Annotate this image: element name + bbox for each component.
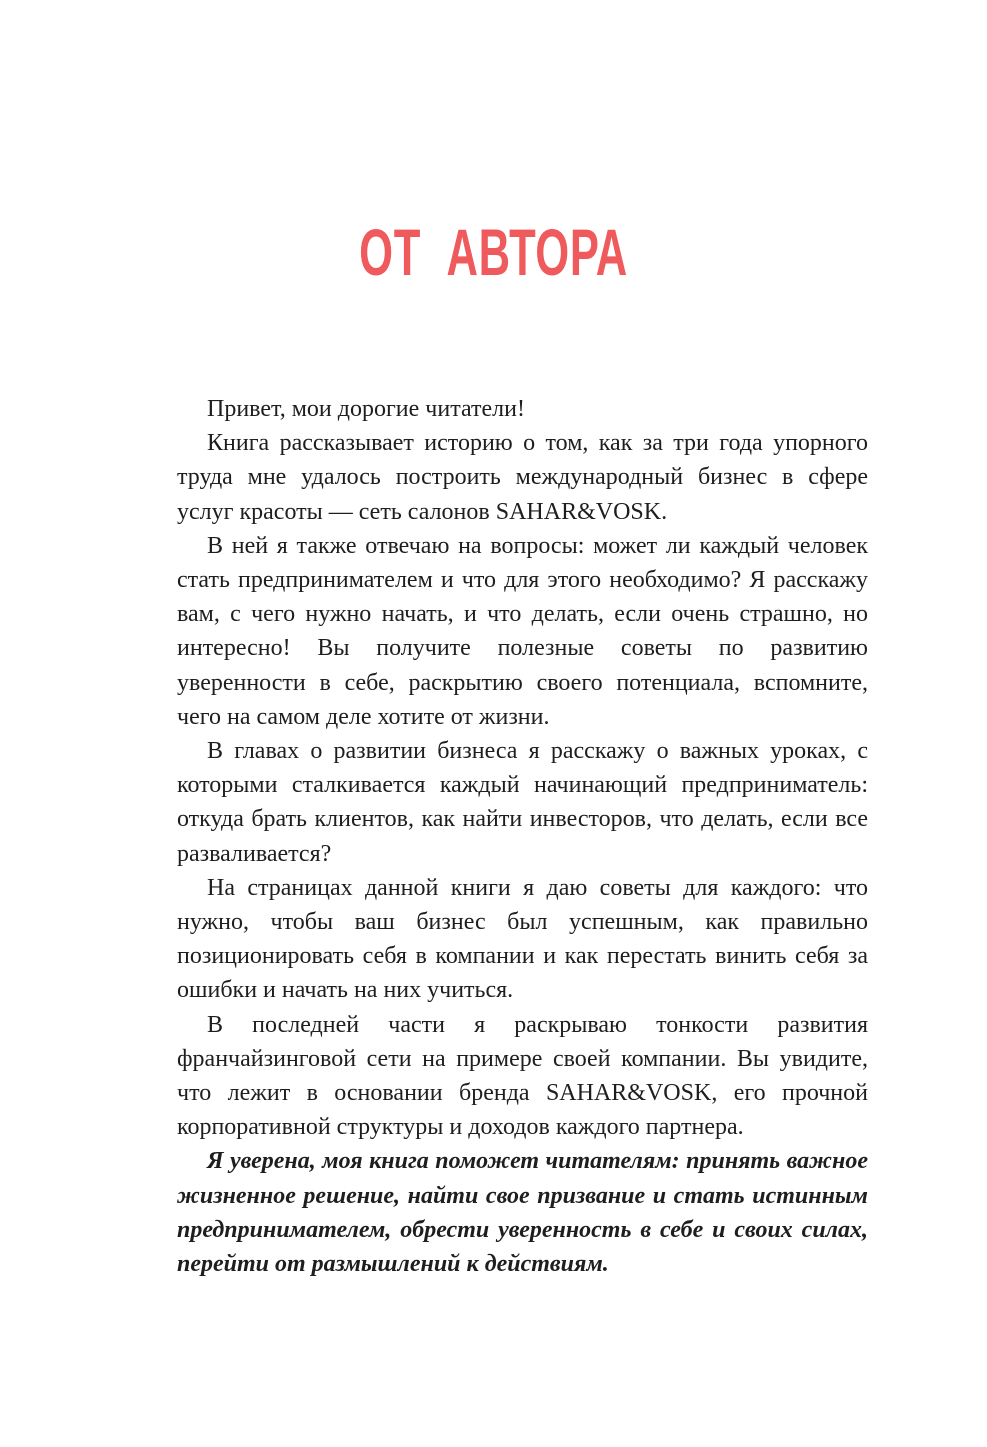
paragraph-business-lessons: В главах о развитии бизнеса я расскажу о важных уроках, с которыми сталкивается каждый начинающий предприниматель: откуда брать клиентов, как найти инвесторов, что делать, если все разваливается? [177,738,868,867]
paragraph-franchise: В последней части я раскрываю тонкости развития франчайзинговой сети на примере своей компании. Вы увидите, что лежит в основании бренда SAHAR&VOSK, его прочной корпоративной структуры и доходов каждого партнера. [177,1011,868,1141]
chapter-body [177,392,868,1281]
paragraph-entrepreneurship-questions: В ней я также отвечаю на вопросы: может ли каждый человек стать предпринимателем и что для этого необходимо? Я расскажу вам, с чего нужно начать, и что делать, если очень страшно, но интересно! Вы получите полезные советы по развитию уверенности в себе, раскрытию своего потенциала, вспомните, чего на самом деле хотите от жизни. [177,532,868,730]
chapter-title: ОТ АВТОРА [359,215,628,289]
paragraph-book-story: Книга рассказывает историю о том, как за три года упорного труда мне удалось построить международный бизнес в сфере услуг красоты — сеть салонов SAHAR&VOSK. [177,430,868,525]
paragraph-advice: На страницах данной книги я даю советы для каждого: что нужно, чтобы ваш бизнес был успешным, как правильно позиционировать себя в компании и как перестать винить себя за ошибки и начать на них учиться. [177,874,868,1004]
paragraph-closing-emphasis: Я уверена, моя книга поможет читателям: принять важное жизненное решение, найти свое призвание и стать истинным предпринимателем, обрести уверенность в себе и своих силах, перейти от размышлений к действиям. [177,1148,868,1278]
paragraph-greeting: Привет, мои дорогие читатели! [207,396,525,422]
